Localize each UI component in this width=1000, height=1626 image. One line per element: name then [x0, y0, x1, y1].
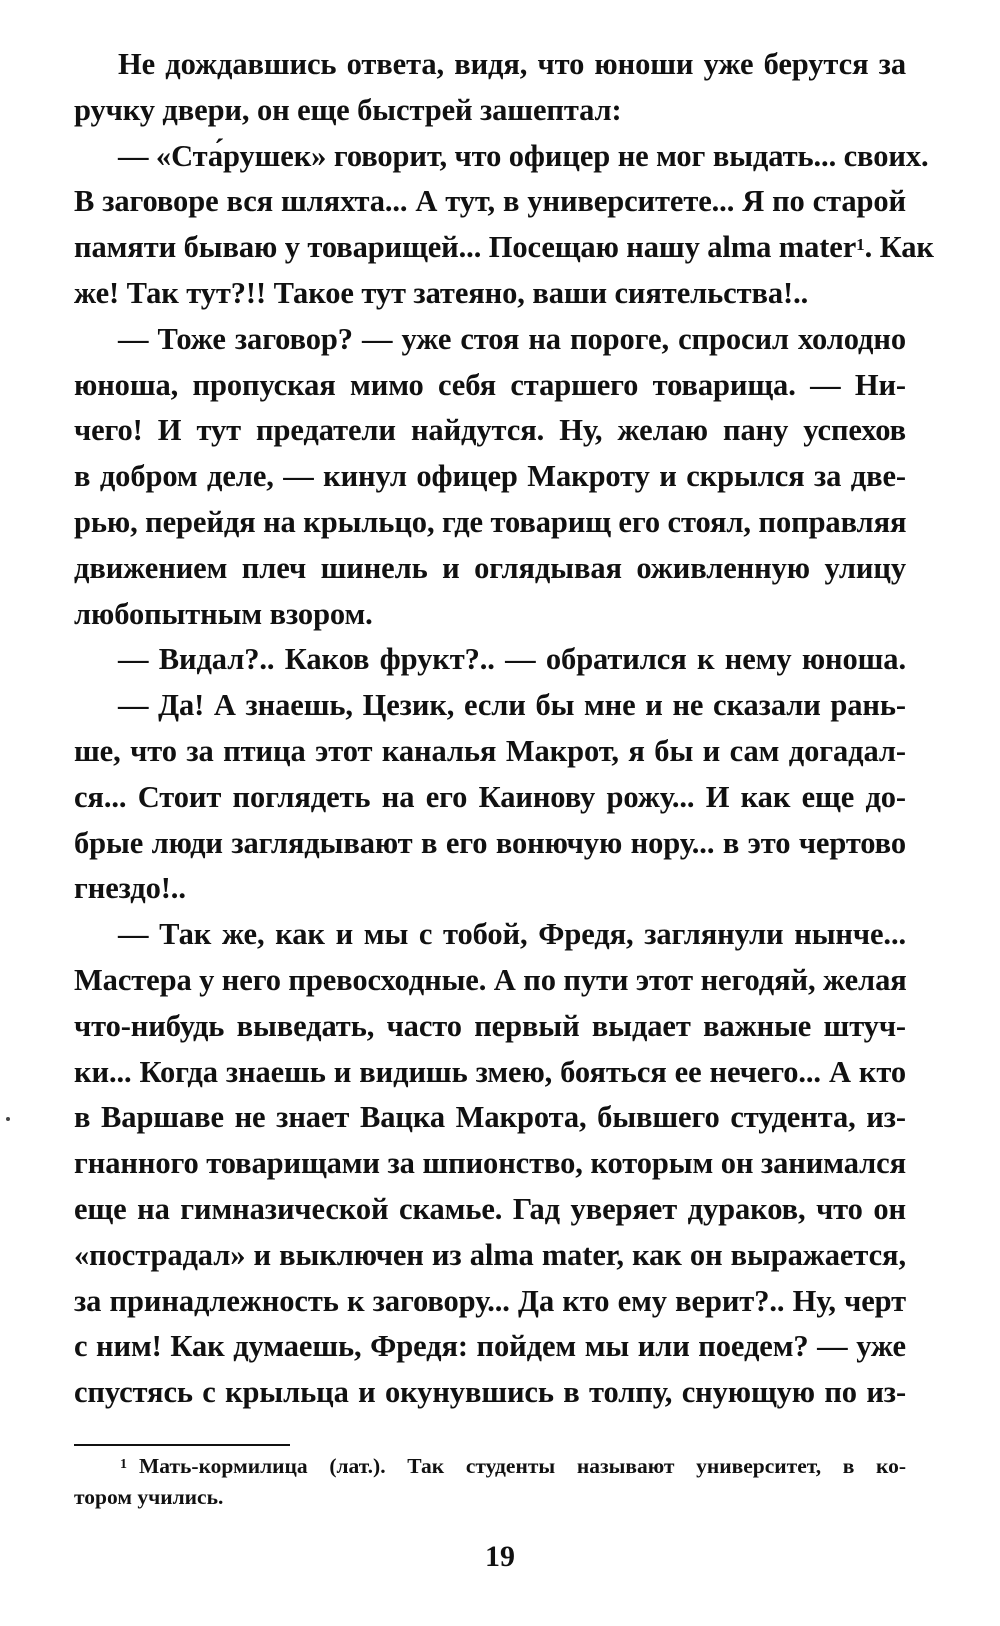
text-line: — Так же, как и мы с тобой, Фредя, заглянули нынче...	[118, 917, 906, 952]
footnote-reference: 1	[856, 235, 865, 255]
text-fragment: . Как	[864, 230, 934, 265]
text-line: в Варшаве не знает Вацка Макрота, бывшего студента, из-	[74, 1100, 906, 1135]
text-line: брые люди заглядывают в его вонючую нору... в это чертово	[74, 825, 906, 860]
text-line: — «Ста́рушек» говорит, что офицер не мог выдать... своих.	[118, 138, 929, 173]
text-line: же! Так тут?!! Такое тут затеяно, ваши сиятельства!..	[74, 275, 809, 310]
text-line: — Видал?.. Каков фрукт?.. — обратился к нему юноша.	[118, 642, 906, 677]
text-line: гнанного товарищами за шпионство, которым он занимался	[74, 1146, 906, 1181]
text-line: ше, что за птица этот каналья Макрот, я бы и сам догадал-	[74, 733, 906, 768]
text-line: ручку двери, он еще быстрей зашептал:	[74, 92, 622, 127]
text-line: — Да! А знаешь, Цезик, если бы мне и не сказали рань-	[118, 688, 906, 723]
text-line: ся... Стоит поглядеть на его Каинову рожу... И как еще до-	[74, 779, 906, 814]
text-line: — Тоже заговор? — уже стоя на пороге, спросил холодно	[118, 321, 906, 356]
text-line: спустясь с крыльца и окунувшись в толпу, снующую по из-	[74, 1375, 906, 1410]
footnote-line: тором учились.	[74, 1485, 224, 1509]
text-line: чего! И тут предатели найдутся. Ну, желаю пану успехов	[74, 413, 906, 448]
text-line: В заговоре вся шляхта... А тут, в университете... Я по старой	[74, 184, 906, 219]
text-line: Мастера у него превосходные. А по пути этот негодяй, желая	[74, 962, 907, 997]
text-line: движением плеч шинель и оглядывая оживленную улицу	[74, 550, 906, 585]
text-line: Не дождавшись ответа, видя, что юноши уже берутся за	[118, 47, 906, 81]
footnote-mark: 1	[120, 1457, 127, 1472]
text-line: рью, перейдя на крыльцо, где товарищ его стоял, поправляя	[74, 504, 907, 539]
text-line: юноша, пропуская мимо себя старшего товарища. — Ни-	[74, 367, 906, 402]
text-line: «пострадал» и выключен из alma mater, как он выражается,	[74, 1237, 906, 1272]
footnote-text: Мать-кормилица (лат.). Так студенты называют университет, в ко-	[139, 1454, 906, 1478]
text-line: с ним! Как думаешь, Фредя: пойдем мы или поедем? — уже	[74, 1329, 906, 1364]
text-line: в добром деле, — кинул офицер Макроту и скрылся за две-	[74, 459, 906, 494]
footnote	[74, 1451, 906, 1513]
footnote-line	[74, 1451, 906, 1482]
main-text	[74, 42, 934, 1416]
page-number: 19	[485, 1540, 515, 1573]
footnote-divider	[74, 1444, 290, 1446]
text-line: что-нибудь выведать, часто первый выдает важные штуч-	[74, 1008, 906, 1043]
text-line: любопытным взором.	[74, 596, 373, 631]
text-fragment: памяти бываю у товарищей... Посещаю нашу alma mater	[74, 230, 857, 265]
text-line: еще на гимназической скамье. Гад уверяет дураков, что он	[74, 1191, 906, 1226]
text-line: за принадлежность к заговору... Да кто ему верит?.. Ну, черт	[74, 1283, 906, 1318]
text-line: гнездо!..	[74, 871, 186, 906]
scan-speck	[6, 1117, 10, 1121]
text-line: ки... Когда знаешь и видишь змею, бояться ее нечего... А кто	[74, 1054, 906, 1089]
text-line-with-ref	[74, 225, 934, 271]
